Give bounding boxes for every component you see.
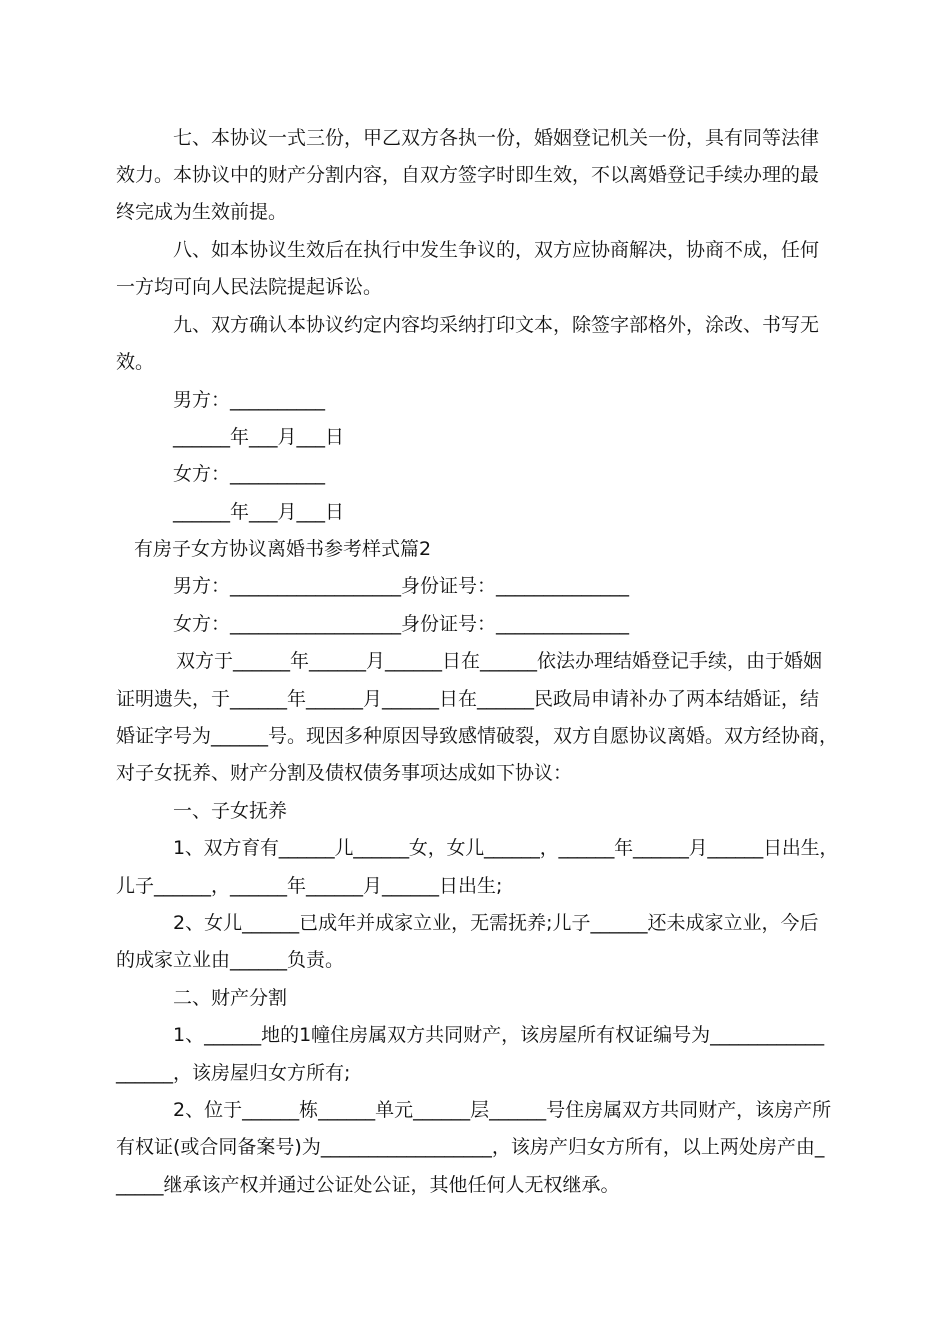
intro-line-2: 证明遗失，于______年______月______日在______民政局申请补办了两本结婚证，结 [116,688,820,710]
heading-property-division: 二、财产分割 [173,987,288,1009]
clause-9-line-1: 九、双方确认本协议约定内容均采纳打印文本，除签字部格外，涂改、书写无 [173,314,820,336]
child-item-2-line-1: 2、女儿______已成年并成家立业，无需抚养;儿子______还未成家立业，今后 [173,912,819,934]
signature-date-1: ______年___月___日 [173,426,345,448]
male-id-line: 男方：__________________身份证号：______________ [173,575,630,597]
property-item-2-line-2: 有权证(或合同备案号)为__________________，该房产归女方所有，以上两处房产由_ [116,1136,825,1158]
clause-7-line-1: 七、本协议一式三份，甲乙双方各执一份，婚姻登记机关一份，具有同等法律 [173,127,820,149]
signature-male: 男方：__________ [173,389,326,411]
child-item-1-line-1: 1、双方育有______儿______女，女儿______，______年______月______日出生， [173,837,839,859]
clause-7-line-3: 终完成为生效前提。 [116,201,288,223]
clause-9-line-2: 效。 [116,351,155,373]
female-id-line: 女方：__________________身份证号：______________ [173,613,630,635]
clause-8-line-1: 八、如本协议生效后在执行中发生争议的，双方应协商解决，协商不成，任何 [173,239,820,261]
child-item-1-line-2: 儿子______，______年______月______日出生; [116,875,503,897]
intro-line-3: 婚证字号为______号。现因多种原因导致感情破裂，双方自愿协议离婚。双方经协商， [116,725,839,747]
signature-date-2: ______年___月___日 [173,501,345,523]
property-item-1-line-1: 1、______地的1幢住房属双方共同财产，该房屋所有权证编号为____________ [173,1024,825,1046]
child-item-2-line-2: 的成家立业由______负责。 [116,949,345,971]
clause-8-line-2: 一方均可向人民法院提起诉讼。 [116,276,383,298]
section-title: 有房子女方协议离婚书参考样式篇2 [134,538,432,560]
property-item-2-line-1: 2、位于______栋______单元______层______号住房属双方共同财产，该房产所 [173,1099,832,1121]
intro-line-4: 对子女抚养、财产分割及债权债务事项达成如下协议： [116,762,573,784]
signature-female: 女方：__________ [173,463,326,485]
clause-7-line-2: 效力。本协议中的财产分割内容，自双方签字时即生效，不以离婚登记手续办理的最 [116,164,820,186]
heading-child-custody: 一、子女抚养 [173,800,288,822]
property-item-2-line-3: _____继承该产权并通过公证处公证，其他任何人无权继承。 [116,1174,620,1196]
property-item-1-line-2: ______，该房屋归女方所有; [116,1062,351,1084]
intro-line-1: 双方于______年______月______日在______依法办理结婚登记手续，由于婚姻 [176,650,823,672]
